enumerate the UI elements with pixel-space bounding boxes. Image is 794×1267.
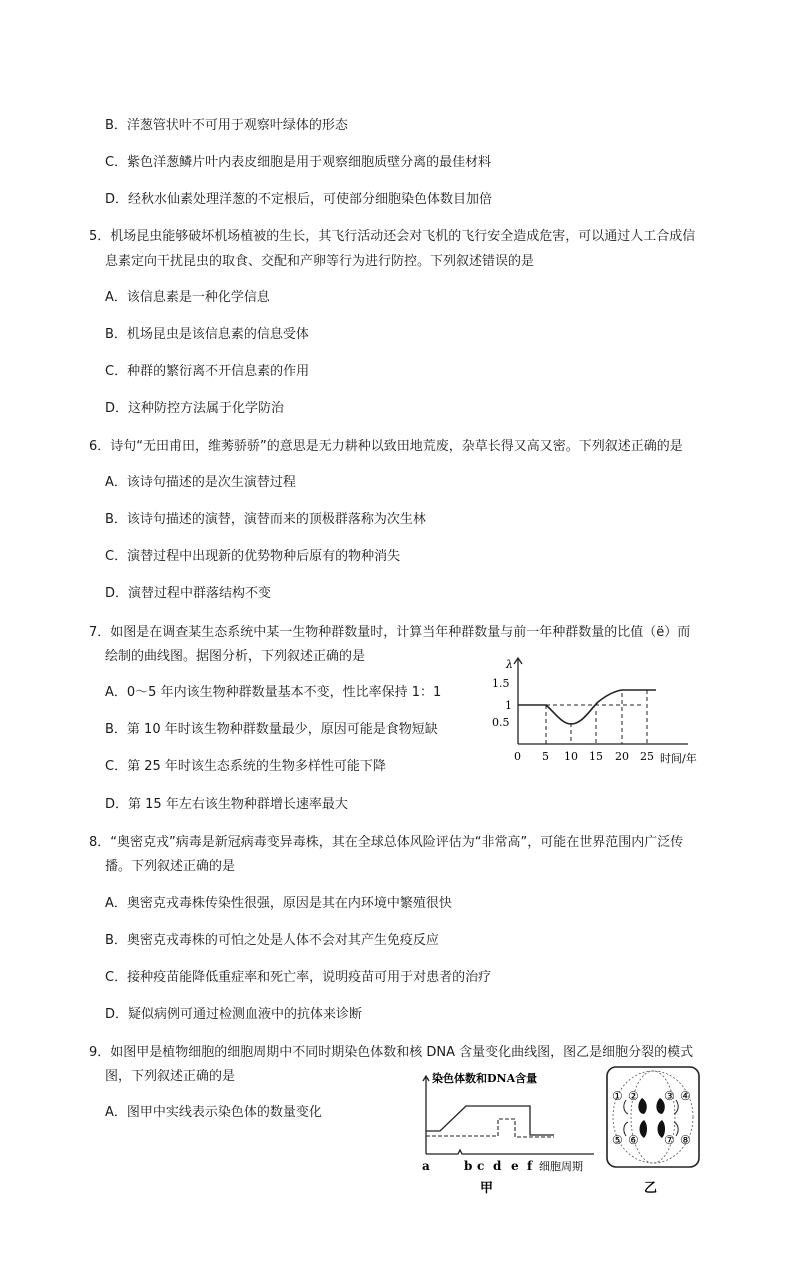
yi-label-1: ①: [612, 1089, 623, 1103]
yi-caption: 乙: [644, 1181, 658, 1196]
q4-option-c: C．紫色洋葱鳞片叶内表皮细胞是用于观察细胞质壁分离的最佳材料: [105, 155, 492, 170]
yi-label-2: ②: [628, 1089, 639, 1103]
q7-lambda-chart: [470, 650, 720, 775]
q5-option-b: B．机场昆虫是该信息素的信息受体: [105, 327, 309, 342]
jia-xtick-a: a: [422, 1159, 430, 1173]
q7-xtick-15: 15: [589, 750, 603, 763]
jia-x-axis: [426, 1150, 594, 1154]
q7-xtick-5: 5: [542, 750, 549, 763]
yi-cell-wall: [607, 1067, 699, 1167]
q5-stem-line1: 5．机场昆虫能够破坏机场植被的生长，其飞行活动还会对飞机的飞行安全造成危害，可以通过人工合成信: [89, 229, 696, 244]
q9-option-a: A．图甲中实线表示染色体的数量变化: [105, 1105, 322, 1120]
q5-stem-line2: 息素定向干扰昆虫的取食、交配和产卵等行为进行防控。下列叙述错误的是: [105, 254, 535, 269]
q7-y-label: λ: [506, 658, 513, 671]
q6-stem: 6．诗句“无田甫田，维莠骄骄”的意思是无力耕种以致田地荒废，杂草长得又高又密。下列叙述正确的是: [89, 439, 683, 454]
yi-spindle-outer: [613, 1071, 693, 1163]
jia-solid-line: [426, 1106, 554, 1135]
yi-chromosome-bottom-left: [640, 1120, 648, 1138]
q5-option-a: A．该信息素是一种化学信息: [105, 290, 270, 305]
jia-y-label: 染色体数和DNA含量: [432, 1072, 538, 1085]
q7-xtick-0: 0: [514, 750, 521, 763]
q8-option-c: C．接种疫苗能降低重症率和死亡率，说明疫苗可用于对患者的治疗: [105, 970, 492, 985]
q8-option-d: D．疑似病例可通过检测血液中的抗体来诊断: [105, 1007, 363, 1022]
q7-stem-line1: 7．如图是在调查某生态系统中某一生物种群数量时，计算当年种群数量与前一年种群数量的比值（ë）而: [89, 625, 691, 640]
q6-option-c: C．演替过程中出现新的优势物种后原有的物种消失: [105, 549, 401, 564]
yi-label-5: ⑤: [612, 1133, 623, 1147]
q7-xtick-25: 25: [640, 750, 654, 763]
q4-option-d: D．经秋水仙素处理洋葱的不定根后，可使部分细胞染色体数目加倍: [105, 192, 493, 207]
jia-dashed-line: [426, 1119, 554, 1137]
q8-stem-line2: 播。下列叙述正确的是: [105, 859, 236, 874]
q7-ytick-0-5: 0.5: [492, 716, 510, 729]
q9-stem-line2: 图，下列叙述正确的是: [105, 1069, 236, 1084]
q9-figure-jia: [418, 1068, 600, 1196]
q6-option-a: A．该诗句描述的是次生演替过程: [105, 475, 296, 490]
q7-xtick-10: 10: [564, 750, 578, 763]
yi-label-4: ④: [680, 1089, 691, 1103]
q7-lambda-curve: [518, 690, 656, 724]
q9-figure-yi: [604, 1064, 704, 1196]
q8-option-a: A．奥密克戎毒株传染性很强，原因是其在内环境中繁殖很快: [105, 896, 452, 911]
q7-x-label: 时间/年: [660, 752, 697, 765]
q9-stem-line1: 9．如图甲是植物细胞的细胞周期中不同时期染色体数和核 DNA 含量变化曲线图，图乙是细胞分裂的模式: [89, 1045, 694, 1060]
jia-xtick-f: f: [527, 1159, 533, 1173]
jia-xtick-d: d: [493, 1159, 502, 1173]
q5-option-c: C．种群的繁衍离不开信息素的作用: [105, 364, 310, 379]
yi-label-3: ③: [664, 1089, 675, 1103]
yi-label-7: ⑦: [664, 1133, 675, 1147]
q7-option-d: D．第 15 年左右该生物种群增长速率最大: [105, 797, 348, 812]
q8-option-b: B．奥密克戎毒株的可怕之处是人体不会对其产生免疫反应: [105, 933, 439, 948]
q8-stem-line1: 8．“奥密克戎”病毒是新冠病毒变异毒株，其在全球总体风险评估为“非常高”，可能在世界范围内广泛传: [89, 835, 684, 850]
jia-x-label: 细胞周期: [539, 1160, 583, 1173]
q7-option-b: B．第 10 年时该生物种群数量最少，原因可能是食物短缺: [105, 722, 438, 737]
jia-xtick-b: b: [464, 1159, 473, 1173]
yi-label-8: ⑧: [680, 1133, 691, 1147]
jia-xtick-e: e: [511, 1159, 519, 1173]
jia-xtick-c: c: [477, 1159, 485, 1173]
q4-option-b: B．洋葱管状叶不可用于观察叶绿体的形态: [105, 118, 348, 133]
jia-caption: 甲: [480, 1181, 494, 1196]
q7-option-c: C．第 25 年时该生态系统的生物多样性可能下降: [105, 759, 386, 774]
q7-ytick-1: 1: [505, 699, 512, 712]
q7-option-a: A．0～5 年内该生物种群数量基本不变，性比率保持 1：1: [105, 685, 442, 700]
q6-option-b: B．该诗句描述的演替，演替而来的顶极群落称为次生林: [105, 512, 426, 527]
yi-label-6: ⑥: [628, 1133, 639, 1147]
q7-stem-line2: 绘制的曲线图。据图分析，下列叙述正确的是: [105, 649, 366, 664]
q7-xtick-20: 20: [615, 750, 629, 763]
q5-option-d: D．这种防控方法属于化学防治: [105, 401, 285, 416]
yi-spindle-inner: [631, 1071, 675, 1163]
q7-ytick-1-5: 1.5: [492, 677, 510, 690]
q6-option-d: D．演替过程中群落结构不变: [105, 586, 272, 601]
yi-chromosome-top-left: [638, 1098, 646, 1114]
